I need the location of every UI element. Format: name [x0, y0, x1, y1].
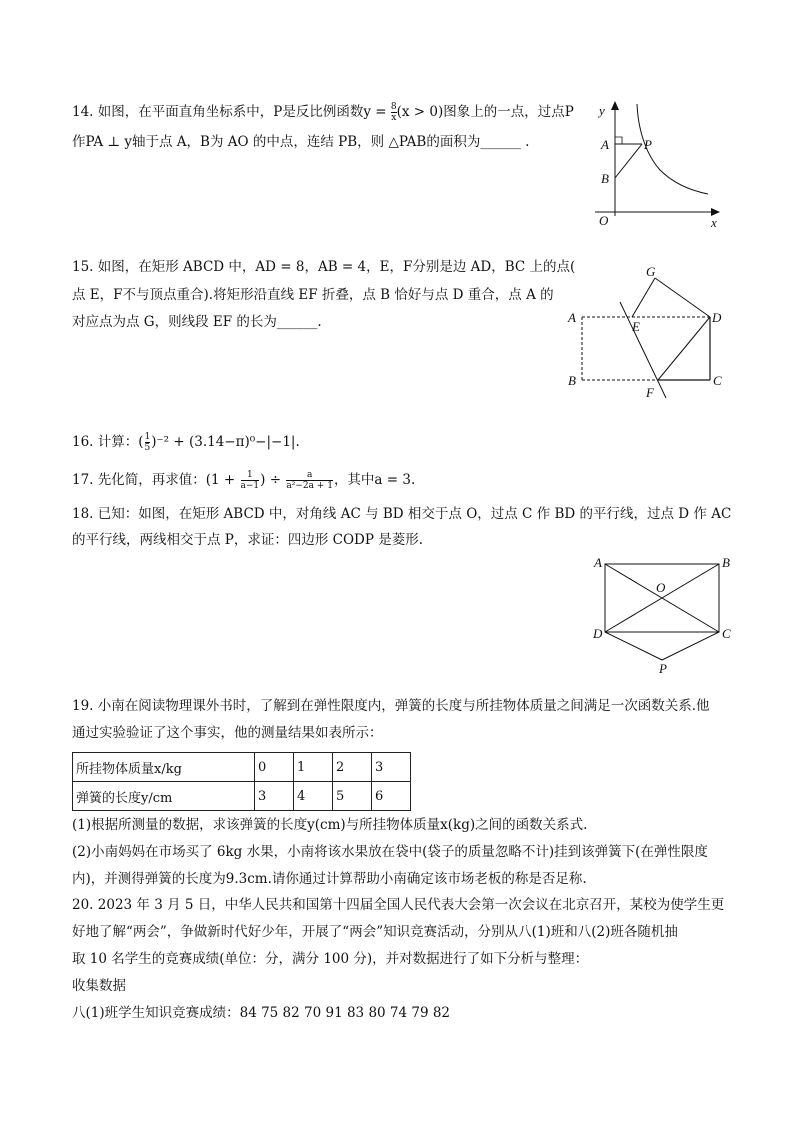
- q18-line1: 18. 已知：如图，在矩形 ABCD 中，对角线 AC 与 BD 相交于点 O，过点 C 作 BD 的平行线，过点 D 作 AC: [72, 506, 732, 522]
- q16-prefix: 16. 计算：(: [72, 434, 144, 450]
- q19-part2-line2: 内)，并测得弹簧的长度为9.3cm.请你通过计算帮助小南确定该市场老板的称是否足称.: [72, 871, 587, 887]
- q14-line1-b: (x > 0)图象上的一点，过点P: [396, 104, 574, 120]
- q17-fraction-2-num: a: [286, 470, 333, 481]
- q15-label-a: A: [568, 310, 576, 325]
- q15-line1: 15. 如图，在矩形 ABCD 中，AD = 8，AB = 4，E，F分别是边 AD，BC 上的点(: [72, 259, 576, 275]
- table-header-cell: 所挂物体质量x/kg: [73, 753, 255, 782]
- q15-fold-line: [620, 302, 666, 398]
- q17-prefix: 17. 先化简，再求值：(1 +: [72, 472, 240, 488]
- q20-line3: 取 10 名学生的竞赛成绩(单位：分，满分 100 分)，并对数据进行了如下分析与整理：: [72, 951, 589, 967]
- table-cell: 5: [333, 782, 372, 811]
- q17-fraction-1-den: a−1: [240, 481, 260, 491]
- q16-line: [72, 432, 300, 453]
- q18-figure: [588, 554, 736, 676]
- table-cell: 3: [255, 782, 294, 811]
- q18-label-a: A: [594, 555, 602, 570]
- q14-line1-a: 14. 如图，在平面直角坐标系中，P是反比例函数y =: [72, 104, 391, 120]
- q15-label-c: C: [713, 373, 722, 388]
- q15-line2: 点 E，F不与顶点重合).将矩形沿直线 EF 折叠，点 B 恰好与点 D 重合，点 A 的: [72, 287, 554, 303]
- q15-segment-fd: [658, 317, 710, 380]
- table-cell: 2: [333, 753, 372, 782]
- q14-label-p: P: [644, 137, 652, 152]
- q18-segment-dp: [605, 632, 662, 660]
- q15-label-b: B: [568, 373, 576, 388]
- q15-segment-ge: [632, 278, 655, 317]
- table-cell: 0: [255, 753, 294, 782]
- q14-label-b: B: [601, 171, 609, 186]
- q14-segment-pb: [615, 144, 642, 178]
- q14-label-a: A: [601, 137, 609, 152]
- q14-right-angle-mark: [615, 137, 622, 144]
- q19-part2-line1: (2)小南妈妈在市场买了 6kg 水果，小南将该水果放在袋中(袋子的质量忽略不计)挂到该弹簧下(在弹性限度: [72, 844, 708, 860]
- q14-line2: 作PA ⊥ y轴于点 A，B为 AO 的中点，连结 PB，则 △PAB的面积为______ .: [72, 134, 530, 150]
- q15-figure: [560, 262, 730, 404]
- q16-fraction-num: 1: [144, 432, 151, 442]
- q17-fraction-1-num: 1: [241, 470, 260, 481]
- q14-fraction-den: x: [391, 113, 397, 123]
- table-header-cell: 弹簧的长度y/cm: [73, 782, 255, 811]
- q17-line: [72, 470, 415, 491]
- table-cell: 3: [372, 753, 411, 782]
- q19-part1: (1)根据所测量的数据，求该弹簧的长度y(cm)与所挂物体质量x(kg)之间的函数关系式.: [72, 817, 588, 833]
- q14-line1: [72, 102, 574, 123]
- q17-fraction-1: [240, 470, 261, 491]
- q14-label-y: y: [599, 103, 605, 118]
- q20-line1: 20. 2023 年 3 月 5 日，中华人民共和国第十四届全国人民代表大会第一次会议在北京召开，某校为使学生更: [72, 897, 725, 913]
- q17-mid: ) ÷: [260, 472, 286, 488]
- q17-fraction-2-den: a²−2a + 1: [286, 481, 333, 491]
- q18-label-d: D: [593, 626, 603, 641]
- q18-label-p: P: [659, 661, 667, 676]
- q20-line2: 好地了解“两会”，争做新时代好少年，开展了“两会”知识竞赛活动，分别从八(1)班和八(2)班各随机抽: [72, 924, 678, 940]
- q17-suffix: ，其中a = 3.: [333, 472, 416, 488]
- q14-label-o: O: [599, 213, 609, 228]
- q14-label-x: x: [711, 215, 717, 230]
- table-row: [73, 782, 411, 811]
- q19-data-table: [72, 752, 411, 811]
- q18-label-o: O: [656, 580, 666, 595]
- q20-line4: 收集数据: [72, 978, 126, 994]
- table-cell: 4: [294, 782, 333, 811]
- q15-label-e: E: [632, 319, 640, 334]
- q18-line2: 的平行线，两线相交于点 P，求证：四边形 CODP 是菱形.: [72, 532, 424, 548]
- q15-line3: 对应点为点 G，则线段 EF 的长为______.: [72, 314, 322, 330]
- q14-fraction-num: 8: [390, 102, 397, 112]
- q16-fraction-den: 5: [144, 443, 151, 453]
- q19-line1: 19. 小南在阅读物理课外书时，了解到在弹性限度内，弹簧的长度与所挂物体质量之间满足一次函数关系.他: [72, 698, 710, 714]
- q18-segment-cp: [662, 632, 719, 660]
- q14-y-arrow: [611, 101, 619, 110]
- q18-label-b: B: [722, 555, 730, 570]
- q16-rest: )⁻² + (3.14−π)⁰−|−1|.: [151, 434, 300, 450]
- q18-label-c: C: [722, 626, 731, 641]
- q15-label-f: F: [646, 385, 654, 400]
- table-cell: 6: [372, 782, 411, 811]
- q15-segment-dg: [655, 278, 710, 317]
- table-row: [73, 753, 411, 782]
- q15-label-d: D: [712, 310, 722, 325]
- q15-label-g: G: [646, 264, 656, 279]
- q20-line5: 八(1)班学生知识竞赛成绩：84 75 82 70 91 83 80 74 79 82: [72, 1005, 451, 1021]
- table-cell: 1: [294, 753, 333, 782]
- q17-fraction-2: [285, 470, 334, 491]
- q19-line2: 通过实验验证了这个事实，他的测量结果如表所示：: [72, 725, 383, 741]
- q14-figure: [590, 98, 730, 230]
